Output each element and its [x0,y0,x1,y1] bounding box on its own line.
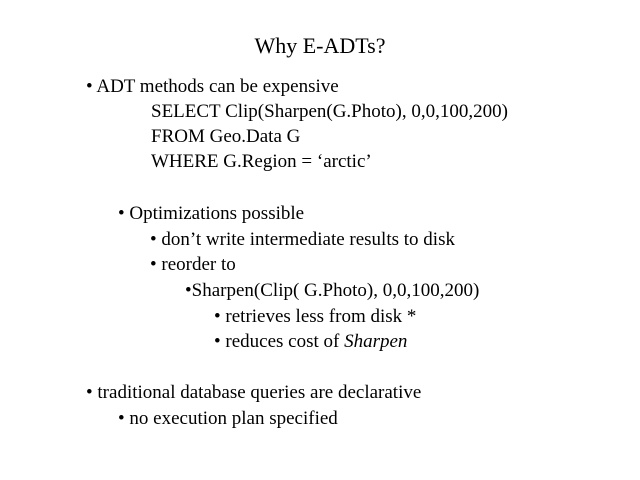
sub-bullet-sharpen-clip: •Sharpen(Clip( G.Photo), 0,0,100,200) [185,280,480,301]
code-line-from: FROM Geo.Data G [151,126,301,147]
code-line-select: SELECT Clip(Sharpen(G.Photo), 0,0,100,200) [151,101,508,122]
bullet-optimizations: • Optimizations possible [118,203,305,224]
code-line-where: WHERE G.Region = ‘arctic’ [151,151,372,172]
sub-bullet-retrieves-less: • retrieves less from disk * [214,306,417,327]
reduces-cost-text: • reduces cost of [214,331,345,352]
sharpen-emphasis: Sharpen [344,331,408,352]
slide-title: Why E-ADTs? [254,33,386,58]
sub-bullet-no-plan: • no execution plan specified [118,408,338,429]
sub-bullet-intermediate: • don’t write intermediate results to disk [150,229,455,250]
sub-bullet-reorder: • reorder to [150,254,236,275]
bullet-declarative: • traditional database queries are declarative [86,382,422,403]
bullet-adt-methods: • ADT methods can be expensive [86,76,339,97]
sub-bullet-reduces-cost [214,331,407,353]
